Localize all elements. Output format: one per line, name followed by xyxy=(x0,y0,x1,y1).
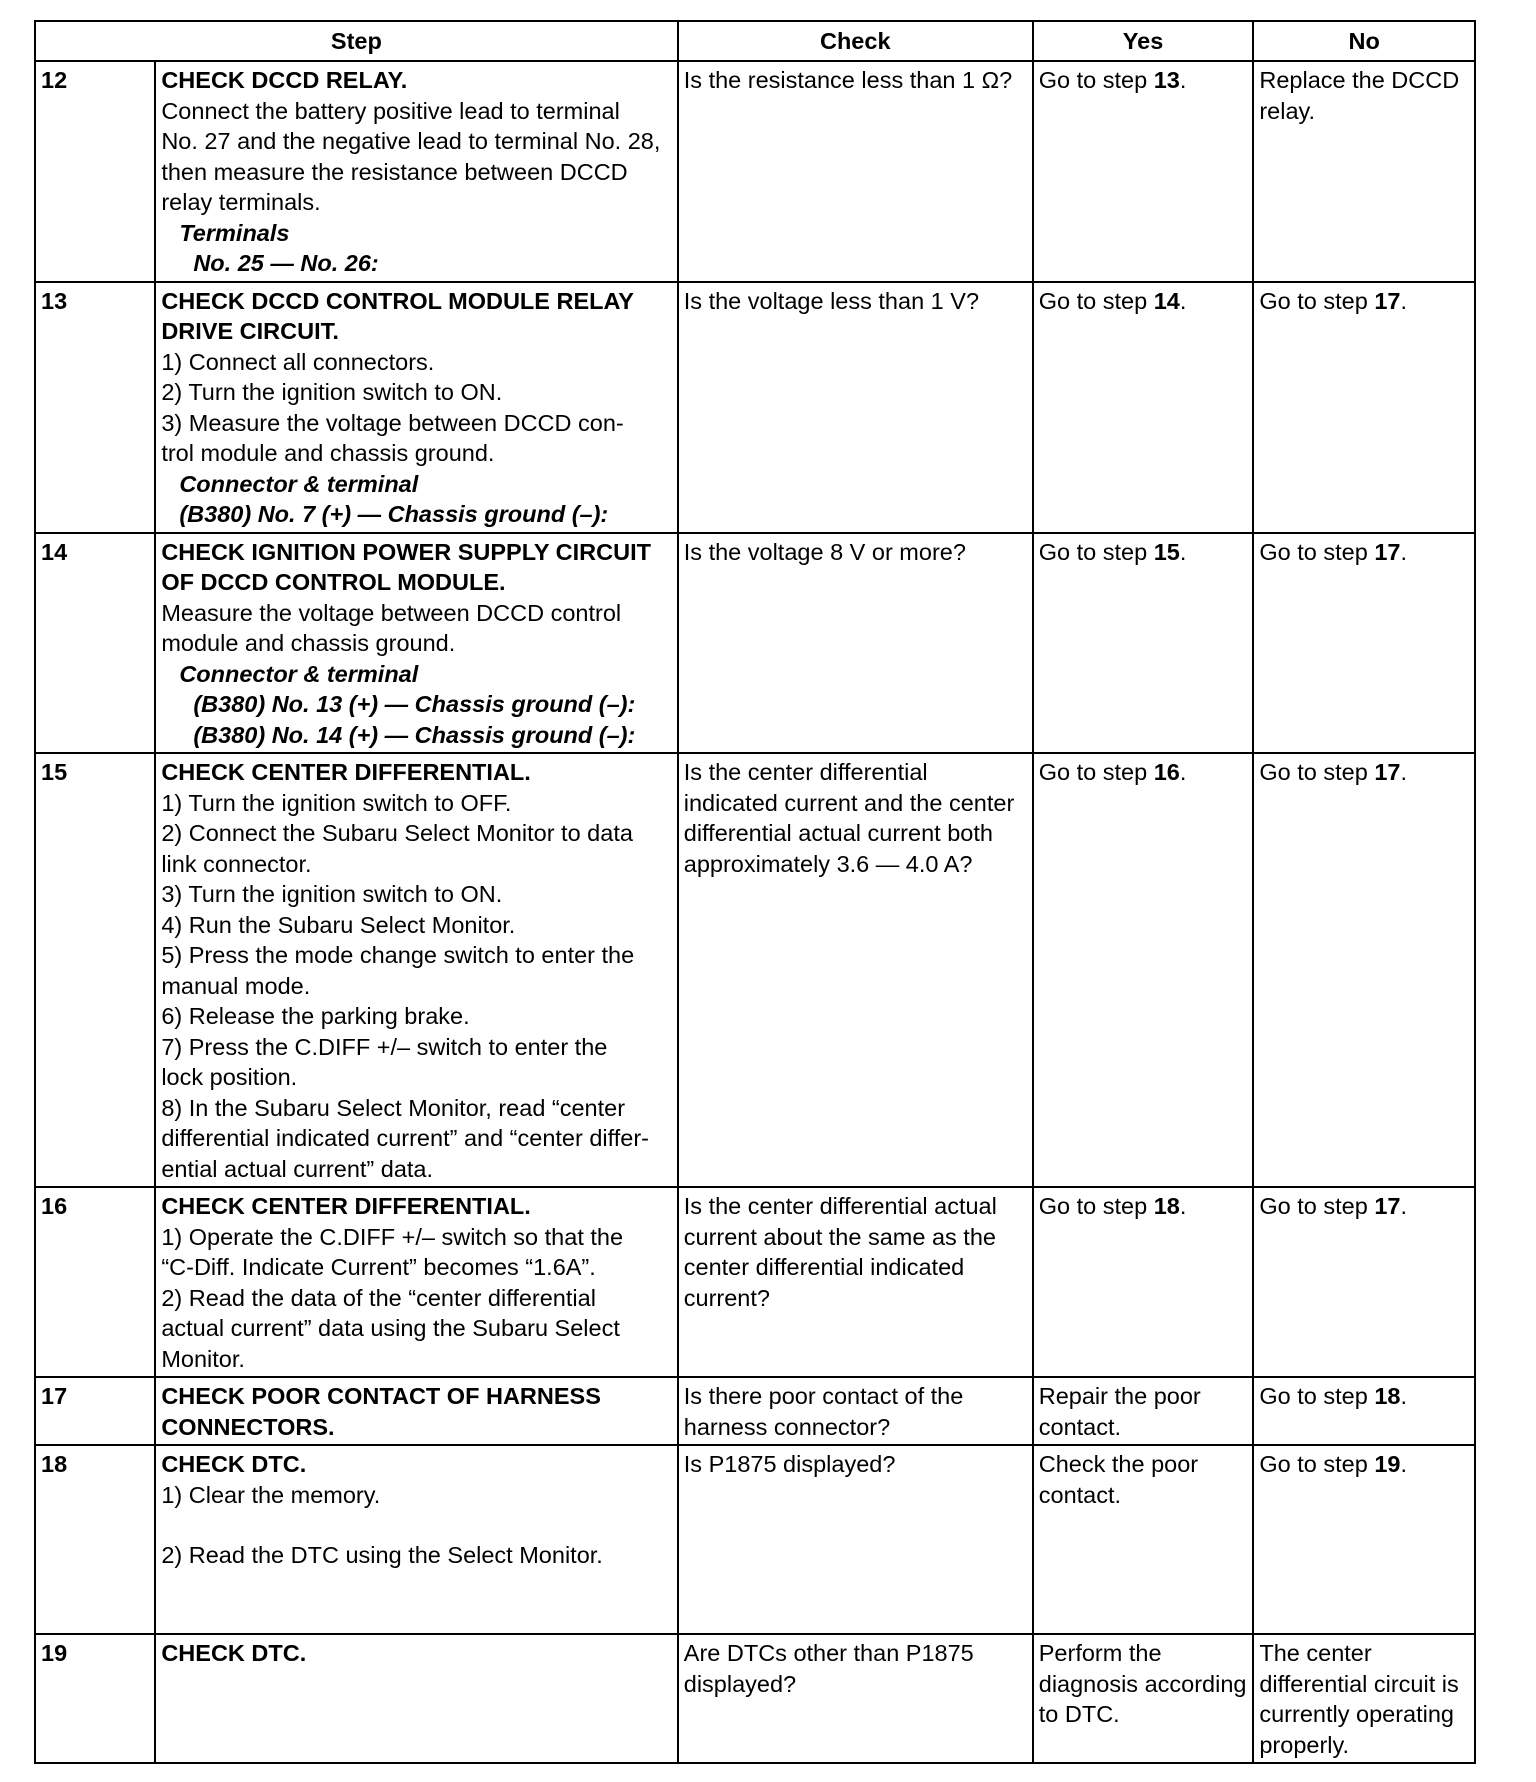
step-line-gap xyxy=(161,1510,671,1540)
yes-text: Perform the diagnosis according to DTC. xyxy=(1038,1640,1247,1727)
no-cell xyxy=(1253,1634,1475,1763)
spec-label: Terminals xyxy=(179,219,290,246)
no-text: Go to step xyxy=(1259,538,1375,565)
step-line: 3) Turn the ignition switch to ON. xyxy=(161,881,503,907)
no-step-number: 18 xyxy=(1374,1383,1401,1409)
no-text: Go to step xyxy=(1259,1451,1375,1477)
step-cell xyxy=(155,1187,677,1377)
no-text: Replace the DCCD relay. xyxy=(1259,67,1460,124)
no-cell xyxy=(1253,61,1475,282)
step-line: 1) Operate the C.DIFF +/– switch so that the xyxy=(161,1223,624,1250)
step-number: 17 xyxy=(35,1377,155,1445)
step-line: 1) Connect all connectors. xyxy=(161,348,435,375)
step-line: 3) Measure the voltage between DCCD con- xyxy=(161,409,624,436)
step-title: CHECK DTC. xyxy=(161,1451,307,1477)
step-line: module and chassis ground. xyxy=(161,630,456,656)
step-line: 5) Press the mode change switch to enter the xyxy=(161,942,635,968)
step-cell xyxy=(155,1377,677,1445)
check-cell: Is the center differential actual current about the same as the center differential indicated current? xyxy=(678,1187,1033,1377)
header-no: No xyxy=(1253,21,1475,61)
step-title: CHECK CENTER DIFFERENTIAL. xyxy=(161,1193,531,1219)
no-cell: Go to step 17. xyxy=(1253,753,1475,1187)
table-row xyxy=(35,1445,1475,1634)
check-cell: Is there poor contact of the harness connector? xyxy=(678,1377,1033,1445)
table-header-row xyxy=(35,21,1475,61)
yes-step-number: 15 xyxy=(1153,538,1180,565)
yes-text: Repair the poor contact. xyxy=(1038,1383,1201,1440)
step-line: 2) Turn the ignition switch to ON. xyxy=(161,379,503,405)
step-line: relay terminals. xyxy=(161,189,321,215)
table-row xyxy=(35,282,1475,533)
check-cell: Is the voltage less than 1 V? xyxy=(678,282,1033,533)
yes-step-number: 18 xyxy=(1153,1193,1180,1219)
step-line: 2) Read the data of the “center differential xyxy=(161,1284,596,1311)
step-cell xyxy=(155,1445,677,1634)
table-row xyxy=(35,533,1475,754)
check-cell: Is the center differential indicated current and the center differential actual current both approximately 3.6 — 4.0 A? xyxy=(678,753,1033,1187)
no-step-number: 17 xyxy=(1374,538,1401,565)
step-line: Connect the battery positive lead to terminal xyxy=(161,97,620,124)
table-row xyxy=(35,61,1475,282)
spec-value: (B380) No. 14 (+) — Chassis ground (–): xyxy=(193,721,636,748)
table-body xyxy=(35,61,1475,1763)
yes-cell: Go to step 16. xyxy=(1033,753,1254,1187)
check-cell: Is the voltage 8 V or more? xyxy=(678,533,1033,754)
step-number: 15 xyxy=(35,753,155,1187)
step-line: trol module and chassis ground. xyxy=(161,440,495,466)
table-row xyxy=(35,1634,1475,1763)
step-line: 2) Read the DTC using the Select Monitor. xyxy=(161,1542,603,1568)
spec-value: (B380) No. 13 (+) — Chassis ground (–): xyxy=(193,691,636,717)
step-line: 8) In the Subaru Select Monitor, read “center xyxy=(161,1094,626,1121)
step-line: actual current” data using the Subaru Select xyxy=(161,1315,620,1341)
check-cell: Are DTCs other than P1875 displayed? xyxy=(678,1634,1033,1763)
step-title: CHECK DCCD RELAY. xyxy=(161,67,408,93)
step-title: CHECK CENTER DIFFERENTIAL. xyxy=(161,759,531,785)
spec-label: Connector & terminal xyxy=(179,470,419,497)
no-text: Go to step xyxy=(1259,287,1375,314)
step-line: differential indicated current” and “center differ- xyxy=(161,1125,649,1151)
no-cell: Go to step 18. xyxy=(1253,1377,1475,1445)
step-cell xyxy=(155,1634,677,1763)
yes-text: Go to step xyxy=(1038,759,1154,785)
step-cell xyxy=(155,753,677,1187)
table-row xyxy=(35,1187,1475,1377)
yes-cell xyxy=(1033,1377,1254,1445)
yes-cell: Go to step 14. xyxy=(1033,282,1254,533)
step-line: 4) Run the Subaru Select Monitor. xyxy=(161,911,516,938)
check-cell: Is the resistance less than 1 Ω? xyxy=(678,61,1033,282)
yes-step-number: 13 xyxy=(1153,67,1180,93)
step-line: 2) Connect the Subaru Select Monitor to data xyxy=(161,820,633,846)
diagnostic-procedure-table xyxy=(34,20,1476,1764)
step-line: lock position. xyxy=(161,1064,298,1090)
no-cell: Go to step 17. xyxy=(1253,1187,1475,1377)
step-line: 1) Clear the memory. xyxy=(161,1481,381,1508)
spec-value: (B380) No. 7 (+) — Chassis ground (–): xyxy=(179,501,609,527)
no-cell: Go to step 17. xyxy=(1253,533,1475,754)
yes-cell xyxy=(1033,1445,1254,1634)
step-cell xyxy=(155,282,677,533)
step-number: 13 xyxy=(35,282,155,533)
step-line: 7) Press the C.DIFF +/– switch to enter the xyxy=(161,1033,608,1060)
yes-cell: Go to step 15. xyxy=(1033,533,1254,754)
no-cell: Go to step 17. xyxy=(1253,282,1475,533)
no-cell: Go to step 19. xyxy=(1253,1445,1475,1634)
step-line: Measure the voltage between DCCD control xyxy=(161,599,622,626)
step-cell xyxy=(155,61,677,282)
no-step-number: 17 xyxy=(1374,1193,1401,1219)
check-cell: Is P1875 displayed? xyxy=(678,1445,1033,1634)
step-line: “C-Diff. Indicate Current” becomes “1.6A”. xyxy=(161,1254,596,1280)
step-title: CHECK IGNITION POWER SUPPLY CIRCUIT OF DCCD CONTROL MODULE. xyxy=(161,538,651,595)
step-number: 16 xyxy=(35,1187,155,1377)
spec-label: Connector & terminal xyxy=(179,660,419,687)
yes-step-number: 16 xyxy=(1153,759,1180,785)
step-line: 1) Turn the ignition switch to OFF. xyxy=(161,789,512,816)
step-cell xyxy=(155,533,677,754)
step-line: link connector. xyxy=(161,850,312,877)
yes-cell xyxy=(1033,1634,1254,1763)
header-yes: Yes xyxy=(1033,21,1254,61)
table-row xyxy=(35,753,1475,1187)
step-line: ential actual current” data. xyxy=(161,1155,434,1182)
no-text: Go to step xyxy=(1259,1193,1375,1219)
yes-text: Go to step xyxy=(1038,287,1154,314)
no-step-number: 19 xyxy=(1374,1451,1401,1477)
step-title: CHECK POOR CONTACT OF HARNESS CONNECTORS. xyxy=(161,1383,601,1440)
step-line: No. 27 and the negative lead to terminal No. 28, xyxy=(161,128,661,154)
step-number: 14 xyxy=(35,533,155,754)
step-title: CHECK DTC. xyxy=(161,1640,307,1666)
yes-text: Check the poor contact. xyxy=(1038,1451,1199,1508)
spec-value: No. 25 — No. 26: xyxy=(193,250,379,276)
yes-cell: Go to step 13. xyxy=(1033,61,1254,282)
step-number: 19 xyxy=(35,1634,155,1763)
no-text: The center differential circuit is currently operating properly. xyxy=(1259,1640,1459,1758)
yes-text: Go to step xyxy=(1038,538,1154,565)
header-check: Check xyxy=(678,21,1033,61)
table-row xyxy=(35,1377,1475,1445)
step-line: manual mode. xyxy=(161,972,311,999)
yes-step-number: 14 xyxy=(1153,287,1180,314)
header-step: Step xyxy=(35,21,678,61)
step-line: then measure the resistance between DCCD xyxy=(161,158,628,185)
no-step-number: 17 xyxy=(1374,759,1401,785)
yes-cell: Go to step 18. xyxy=(1033,1187,1254,1377)
yes-text: Go to step xyxy=(1038,1193,1154,1219)
step-line: 6) Release the parking brake. xyxy=(161,1003,470,1029)
no-text: Go to step xyxy=(1259,759,1375,785)
step-title: CHECK DCCD CONTROL MODULE RELAY DRIVE CIRCUIT. xyxy=(161,287,634,344)
step-line: Monitor. xyxy=(161,1345,245,1372)
step-number: 12 xyxy=(35,61,155,282)
no-text: Go to step xyxy=(1259,1383,1375,1409)
step-number: 18 xyxy=(35,1445,155,1634)
no-step-number: 17 xyxy=(1374,287,1401,314)
yes-text: Go to step xyxy=(1038,67,1154,93)
